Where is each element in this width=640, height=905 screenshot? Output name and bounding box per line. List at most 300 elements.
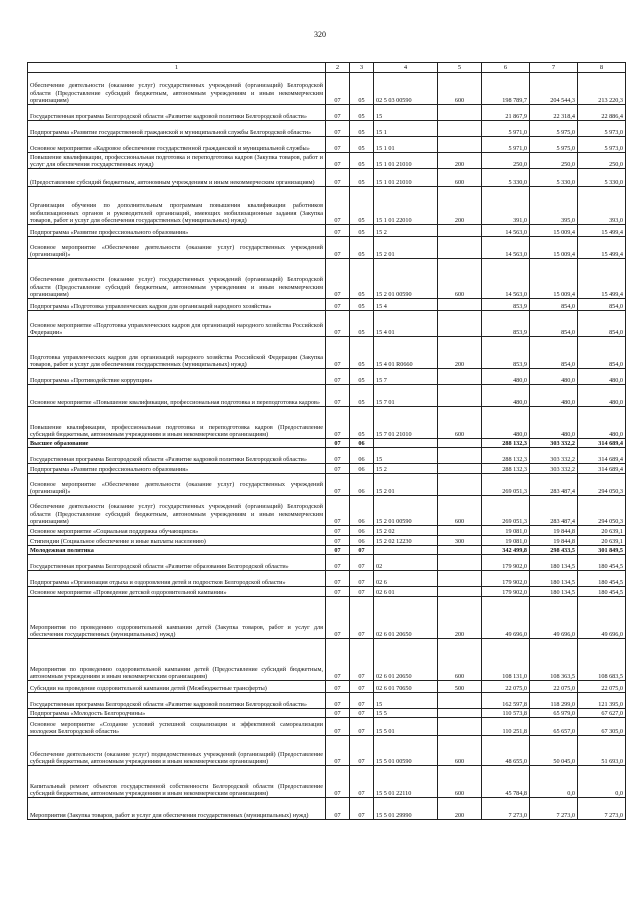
row-sum-1: 48 655,0 [482, 736, 530, 766]
table-row [28, 496, 626, 526]
row-vr [438, 448, 482, 464]
row-sum-1: 19 081,0 [482, 536, 530, 546]
row-sum-1: 288 132,3 [482, 464, 530, 474]
table-row [28, 169, 626, 187]
row-rz: 07 [326, 439, 350, 448]
row-vr [438, 439, 482, 448]
row-pr: 05 [350, 337, 374, 369]
row-sum-1: 342 499,8 [482, 546, 530, 555]
row-sum-1: 179 902,0 [482, 587, 530, 597]
row-sum-1: 269 051,3 [482, 496, 530, 526]
row-rz: 07 [326, 798, 350, 820]
row-pr: 06 [350, 439, 374, 448]
row-sum-3: 51 693,0 [578, 736, 626, 766]
row-name: Основное мероприятие «Социальная поддержка обучающихся» [28, 526, 326, 536]
row-csr: 15 1 01 22010 [374, 187, 438, 225]
row-sum-2: 303 332,2 [530, 464, 578, 474]
row-sum-1: 480,0 [482, 385, 530, 407]
row-rz: 07 [326, 237, 350, 259]
row-rz: 07 [326, 681, 350, 693]
row-vr: 600 [438, 496, 482, 526]
header-col-3: 3 [350, 63, 374, 73]
row-csr [374, 439, 438, 448]
row-sum-2: 283 487,4 [530, 496, 578, 526]
row-rz: 07 [326, 225, 350, 237]
row-sum-3: 294 050,3 [578, 474, 626, 496]
row-vr: 600 [438, 407, 482, 439]
row-csr: 15 4 01 R0660 [374, 337, 438, 369]
row-sum-1: 108 131,0 [482, 639, 530, 681]
row-sum-2: 65 979,0 [530, 709, 578, 718]
row-sum-1: 853,9 [482, 299, 530, 311]
row-name: Основное мероприятие «Создание условий успешной социализации и эффективной самореализации молодежи Белгородской области» [28, 718, 326, 736]
row-csr [374, 546, 438, 555]
row-csr: 15 5 01 22110 [374, 766, 438, 798]
row-sum-1: 5 330,0 [482, 169, 530, 187]
row-sum-1: 14 563,0 [482, 237, 530, 259]
row-rz: 07 [326, 496, 350, 526]
row-csr: 02 6 01 20650 [374, 639, 438, 681]
row-pr: 07 [350, 555, 374, 571]
row-sum-2: 0,0 [530, 766, 578, 798]
row-sum-2: 180 134,5 [530, 587, 578, 597]
row-rz: 07 [326, 766, 350, 798]
row-name: Государственная программа Белгородской области «Развитие образования Белгородской области» [28, 555, 326, 571]
row-sum-3: 213 220,3 [578, 73, 626, 105]
row-csr: 15 2 02 12230 [374, 536, 438, 546]
header-col-1: 1 [28, 63, 326, 73]
row-pr: 05 [350, 137, 374, 153]
row-name: Подпрограмма «Развитие профессионального образования» [28, 464, 326, 474]
row-pr: 05 [350, 73, 374, 105]
table-row [28, 464, 626, 474]
row-vr: 200 [438, 337, 482, 369]
row-csr: 15 1 01 21010 [374, 169, 438, 187]
row-sum-2: 180 134,5 [530, 571, 578, 587]
row-sum-2: 19 844,8 [530, 536, 578, 546]
row-rz: 07 [326, 536, 350, 546]
row-pr: 07 [350, 571, 374, 587]
row-sum-1: 14 563,0 [482, 225, 530, 237]
row-vr: 600 [438, 736, 482, 766]
row-sum-2: 108 363,5 [530, 639, 578, 681]
row-csr: 15 5 01 [374, 718, 438, 736]
row-pr: 05 [350, 169, 374, 187]
row-sum-3: 854,0 [578, 299, 626, 311]
row-vr: 200 [438, 597, 482, 639]
row-name: Подпрограмма «Противодействие коррупции» [28, 369, 326, 385]
row-sum-1: 391,0 [482, 187, 530, 225]
row-rz: 07 [326, 259, 350, 299]
row-sum-3: 108 683,5 [578, 639, 626, 681]
row-rz: 07 [326, 385, 350, 407]
row-sum-1: 7 273,0 [482, 798, 530, 820]
row-name: Мероприятия по проведению оздоровительной кампании детей (Закупка товаров, работ и услуг для обеспечения государственных (муниципальных) нужд) [28, 597, 326, 639]
row-pr: 07 [350, 709, 374, 718]
row-csr: 02 6 01 20650 [374, 597, 438, 639]
table-row [28, 237, 626, 259]
row-sum-2: 480,0 [530, 369, 578, 385]
row-sum-2: 49 696,0 [530, 597, 578, 639]
row-vr [438, 137, 482, 153]
row-rz: 07 [326, 311, 350, 337]
row-csr: 15 1 [374, 121, 438, 137]
row-sum-2: 15 009,4 [530, 259, 578, 299]
row-sum-1: 269 051,3 [482, 474, 530, 496]
row-csr: 15 2 01 [374, 474, 438, 496]
row-name: Основное мероприятие «Обеспечение деятельности (оказание услуг) государственных учреждений (организаций)» [28, 474, 326, 496]
row-sum-1: 110 573,8 [482, 709, 530, 718]
table-row [28, 709, 626, 718]
row-rz: 07 [326, 448, 350, 464]
row-vr: 600 [438, 259, 482, 299]
row-sum-3: 20 639,1 [578, 526, 626, 536]
table-row [28, 555, 626, 571]
row-sum-3: 121 395,0 [578, 693, 626, 709]
row-sum-2: 480,0 [530, 407, 578, 439]
header-col-4: 4 [374, 63, 438, 73]
row-rz: 07 [326, 105, 350, 121]
row-sum-2: 854,0 [530, 337, 578, 369]
row-rz: 07 [326, 597, 350, 639]
row-sum-3: 301 849,5 [578, 546, 626, 555]
row-sum-3: 15 499,4 [578, 237, 626, 259]
row-sum-1: 198 789,7 [482, 73, 530, 105]
row-csr: 15 5 01 00590 [374, 736, 438, 766]
row-vr [438, 105, 482, 121]
row-sum-3: 67 305,0 [578, 718, 626, 736]
header-col-6: 6 [482, 63, 530, 73]
row-vr [438, 693, 482, 709]
row-name: Государственная программа Белгородской области «Развитие кадровой политики Белгородской области» [28, 693, 326, 709]
row-pr: 07 [350, 587, 374, 597]
row-sum-1: 288 132,3 [482, 448, 530, 464]
row-pr: 07 [350, 766, 374, 798]
row-sum-1: 179 902,0 [482, 571, 530, 587]
row-csr: 02 6 [374, 571, 438, 587]
row-vr [438, 299, 482, 311]
row-vr [438, 311, 482, 337]
page-number: 320 [314, 30, 326, 39]
row-sum-3: 314 689,4 [578, 439, 626, 448]
row-vr: 300 [438, 536, 482, 546]
row-rz: 07 [326, 587, 350, 597]
table-row [28, 225, 626, 237]
row-name: Основное мероприятие «Обеспечение деятельности (оказание услуг) государственных учреждений (организаций)» [28, 237, 326, 259]
row-sum-3: 393,0 [578, 187, 626, 225]
row-sum-2: 5 330,0 [530, 169, 578, 187]
row-sum-2: 854,0 [530, 299, 578, 311]
row-sum-3: 15 499,4 [578, 225, 626, 237]
row-rz: 07 [326, 464, 350, 474]
row-csr: 02 5 03 00590 [374, 73, 438, 105]
row-rz: 07 [326, 718, 350, 736]
row-sum-2: 480,0 [530, 385, 578, 407]
table-row [28, 153, 626, 169]
row-rz: 07 [326, 137, 350, 153]
row-pr: 06 [350, 536, 374, 546]
row-sum-2: 19 844,8 [530, 526, 578, 536]
row-pr: 05 [350, 187, 374, 225]
table-row [28, 259, 626, 299]
row-pr: 06 [350, 526, 374, 536]
row-sum-2: 22 075,0 [530, 681, 578, 693]
row-pr: 05 [350, 311, 374, 337]
row-sum-3: 250,0 [578, 153, 626, 169]
row-vr [438, 464, 482, 474]
row-sum-2: 5 975,0 [530, 121, 578, 137]
row-name: Подпрограмма «Подготовка управленческих кадров для организаций народного хозяйства» [28, 299, 326, 311]
row-rz: 07 [326, 337, 350, 369]
table-row [28, 369, 626, 385]
row-pr: 07 [350, 693, 374, 709]
row-sum-2: 283 487,4 [530, 474, 578, 496]
table-row [28, 337, 626, 369]
row-sum-1: 853,9 [482, 337, 530, 369]
row-sum-3: 5 973,0 [578, 121, 626, 137]
row-vr [438, 526, 482, 536]
row-name: Организация обучения по дополнительным программам повышения квалификации работников мобилизационных органов и руководителей организаций, имеющих мобилизационные задания (Закупка товаров, работ и услуг для обеспечения государственных (муниципальных) нужд) [28, 187, 326, 225]
row-rz: 07 [326, 736, 350, 766]
row-csr: 15 2 02 [374, 526, 438, 536]
row-vr: 600 [438, 73, 482, 105]
row-rz: 07 [326, 153, 350, 169]
row-name: Подпрограмма «Развитие профессионального образования» [28, 225, 326, 237]
table-row [28, 571, 626, 587]
row-rz: 07 [326, 73, 350, 105]
row-pr: 07 [350, 681, 374, 693]
row-sum-3: 480,0 [578, 369, 626, 385]
row-sum-1: 14 563,0 [482, 259, 530, 299]
row-sum-3: 67 627,0 [578, 709, 626, 718]
row-sum-1: 162 597,8 [482, 693, 530, 709]
row-vr [438, 587, 482, 597]
row-vr [438, 555, 482, 571]
row-csr: 15 [374, 448, 438, 464]
row-sum-1: 480,0 [482, 407, 530, 439]
row-vr: 600 [438, 169, 482, 187]
row-name: Повышение квалификации, профессиональная подготовка и переподготовка кадров (Закупка товаров, работ и услуг для обеспечения государственных нужд) [28, 153, 326, 169]
row-pr: 07 [350, 639, 374, 681]
table-row [28, 137, 626, 153]
table-row [28, 681, 626, 693]
row-pr: 07 [350, 798, 374, 820]
row-sum-3: 15 499,4 [578, 259, 626, 299]
row-csr: 15 7 01 21010 [374, 407, 438, 439]
row-sum-2: 298 433,5 [530, 546, 578, 555]
row-rz: 07 [326, 187, 350, 225]
row-sum-1: 250,0 [482, 153, 530, 169]
row-sum-2: 180 134,5 [530, 555, 578, 571]
row-pr: 07 [350, 546, 374, 555]
row-name: Стипендии (Социальное обеспечение и иные выплаты населению) [28, 536, 326, 546]
row-sum-2: 303 332,2 [530, 448, 578, 464]
row-sum-1: 179 902,0 [482, 555, 530, 571]
row-sum-3: 20 639,1 [578, 536, 626, 546]
table-row [28, 536, 626, 546]
row-vr [438, 571, 482, 587]
row-sum-2: 15 009,4 [530, 225, 578, 237]
table-body [28, 73, 626, 820]
row-sum-2: 22 318,4 [530, 105, 578, 121]
row-csr: 15 2 01 [374, 237, 438, 259]
row-pr: 06 [350, 448, 374, 464]
row-vr [438, 237, 482, 259]
row-sum-1: 22 075,0 [482, 681, 530, 693]
row-vr: 200 [438, 187, 482, 225]
row-sum-2: 118 299,0 [530, 693, 578, 709]
row-sum-2: 204 544,3 [530, 73, 578, 105]
row-pr: 05 [350, 299, 374, 311]
row-name: Молодежная политика [28, 546, 326, 555]
row-pr: 07 [350, 718, 374, 736]
row-name: Основное мероприятие «Кадровое обеспечение государственной гражданской и муниципальной службы» [28, 137, 326, 153]
row-csr: 15 1 01 21010 [374, 153, 438, 169]
row-sum-3: 7 273,0 [578, 798, 626, 820]
header-col-2: 2 [326, 63, 350, 73]
row-sum-2: 854,0 [530, 311, 578, 337]
row-sum-3: 22 886,4 [578, 105, 626, 121]
table-row [28, 121, 626, 137]
row-sum-2: 7 273,0 [530, 798, 578, 820]
row-csr: 02 6 01 70650 [374, 681, 438, 693]
row-sum-1: 5 971,0 [482, 121, 530, 137]
row-vr [438, 121, 482, 137]
row-rz: 07 [326, 571, 350, 587]
row-sum-2: 50 045,0 [530, 736, 578, 766]
row-name: Капитальный ремонт объектов государственной собственности Белгородской области (Предоставление субсидий бюджетным, автономным учреждениям и иным некоммерческим организациям) [28, 766, 326, 798]
row-name: (Предоставление субсидий бюджетным, автономным учреждениям и иным некоммерческим организациям) [28, 169, 326, 187]
row-name: Повышение квалификации, профессиональная подготовка и переподготовка кадров (Предоставление субсидий бюджетным, автономным учреждениям и иным некоммерческим организациям) [28, 407, 326, 439]
row-rz: 07 [326, 474, 350, 496]
table-row [28, 474, 626, 496]
row-sum-3: 0,0 [578, 766, 626, 798]
row-name: Обеспечение деятельности (оказание услуг) подведомственных учреждений (организаций) (Предоставление субсидий бюджетным, автономным учреждениям и иным некоммерческим организациям) [28, 736, 326, 766]
row-csr: 15 2 01 00590 [374, 259, 438, 299]
row-rz: 07 [326, 639, 350, 681]
row-vr [438, 474, 482, 496]
row-sum-3: 5 330,0 [578, 169, 626, 187]
row-sum-3: 22 075,0 [578, 681, 626, 693]
row-sum-3: 480,0 [578, 385, 626, 407]
row-pr: 05 [350, 385, 374, 407]
row-sum-1: 45 784,8 [482, 766, 530, 798]
row-csr: 15 [374, 693, 438, 709]
row-sum-3: 854,0 [578, 311, 626, 337]
row-sum-3: 294 050,3 [578, 496, 626, 526]
row-sum-3: 854,0 [578, 337, 626, 369]
row-csr: 15 1 01 [374, 137, 438, 153]
row-sum-2: 15 009,4 [530, 237, 578, 259]
row-vr: 200 [438, 798, 482, 820]
table-row [28, 597, 626, 639]
table-row [28, 105, 626, 121]
table-row [28, 311, 626, 337]
row-csr: 15 5 [374, 709, 438, 718]
row-sum-3: 5 973,0 [578, 137, 626, 153]
row-vr [438, 718, 482, 736]
row-csr: 15 [374, 105, 438, 121]
row-vr: 600 [438, 639, 482, 681]
row-rz: 07 [326, 369, 350, 385]
row-rz: 07 [326, 546, 350, 555]
table-row [28, 798, 626, 820]
row-sum-1: 49 696,0 [482, 597, 530, 639]
row-pr: 05 [350, 237, 374, 259]
row-rz: 07 [326, 693, 350, 709]
row-rz: 07 [326, 407, 350, 439]
row-sum-1: 110 251,8 [482, 718, 530, 736]
row-name: Высшее образование [28, 439, 326, 448]
row-name: Основное мероприятие «Подготовка управленческих кадров для организаций народного хозяйства Российской Федерации» [28, 311, 326, 337]
table-row [28, 546, 626, 555]
row-csr: 02 [374, 555, 438, 571]
row-sum-3: 180 454,5 [578, 587, 626, 597]
row-name: Подпрограмма «Молодость Белгородчины» [28, 709, 326, 718]
row-pr: 05 [350, 105, 374, 121]
row-vr [438, 385, 482, 407]
table-row [28, 693, 626, 709]
row-name: Государственная программа Белгородской области «Развитие кадровой политики Белгородской области» [28, 105, 326, 121]
row-name: Субсидии на проведение оздоровительной кампании детей (Межбюджетные трансферты) [28, 681, 326, 693]
row-name: Мероприятия по проведению оздоровительной кампании детей (Предоставление субсидий бюджетным, автономным учреждениям и иным некоммерческим организациям) [28, 639, 326, 681]
row-pr: 06 [350, 464, 374, 474]
header-col-7: 7 [530, 63, 578, 73]
row-pr: 06 [350, 474, 374, 496]
table-row [28, 407, 626, 439]
row-sum-1: 21 867,9 [482, 105, 530, 121]
row-pr: 05 [350, 225, 374, 237]
row-name: Основное мероприятие «Повышение квалификации, профессиональная подготовка и переподготовка кадров» [28, 385, 326, 407]
row-sum-2: 5 975,0 [530, 137, 578, 153]
row-sum-1: 19 081,0 [482, 526, 530, 536]
row-vr: 600 [438, 766, 482, 798]
row-vr [438, 546, 482, 555]
row-sum-3: 180 454,5 [578, 555, 626, 571]
row-csr: 15 7 [374, 369, 438, 385]
row-vr [438, 225, 482, 237]
row-sum-3: 49 696,0 [578, 597, 626, 639]
row-name: Мероприятия (Закупка товаров, работ и услуг для обеспечения государственных (муниципальных) нужд) [28, 798, 326, 820]
row-name: Обеспечение деятельности (оказание услуг) государственных учреждений (организаций) Белгородской области (Предоставление субсидий бюджетным, автономным учреждениям и иным некоммерческим организациям) [28, 496, 326, 526]
table-row [28, 766, 626, 798]
table-row [28, 299, 626, 311]
table-row [28, 439, 626, 448]
row-rz: 07 [326, 169, 350, 187]
row-sum-3: 480,0 [578, 407, 626, 439]
header-col-5: 5 [438, 63, 482, 73]
table-row [28, 736, 626, 766]
row-vr: 200 [438, 153, 482, 169]
row-pr: 05 [350, 369, 374, 385]
row-name: Обеспечение деятельности (оказание услуг) государственных учреждений (организаций) Белгородской области (Предоставление субсидий бюджетным, автономным учреждениям и иным некоммерческим организациям) [28, 259, 326, 299]
row-sum-3: 180 454,5 [578, 571, 626, 587]
row-name: Подпрограмма «Развитие государственной гражданской и муниципальной службы Белгородской области» [28, 121, 326, 137]
row-sum-1: 288 132,3 [482, 439, 530, 448]
table-header-row [28, 63, 626, 73]
row-csr: 15 4 01 [374, 311, 438, 337]
row-pr: 06 [350, 496, 374, 526]
row-name: Подпрограмма «Организация отдыха и оздоровления детей и подростков Белгородской области» [28, 571, 326, 587]
row-vr [438, 709, 482, 718]
row-sum-3: 314 689,4 [578, 464, 626, 474]
row-vr [438, 369, 482, 385]
row-name: Обеспечение деятельности (оказание услуг) государственных учреждений (организаций) Белгородской области (Предоставление субсидий бюджетным, автономным учреждениям и иным некоммерческим организациям) [28, 73, 326, 105]
row-rz: 07 [326, 709, 350, 718]
row-csr: 15 2 [374, 225, 438, 237]
row-name: Подготовка управленческих кадров для организаций народного хозяйства Российской Федерации (Закупка товаров, работ и услуг для обеспечения государственных (муниципальных) нужд) [28, 337, 326, 369]
row-pr: 05 [350, 407, 374, 439]
